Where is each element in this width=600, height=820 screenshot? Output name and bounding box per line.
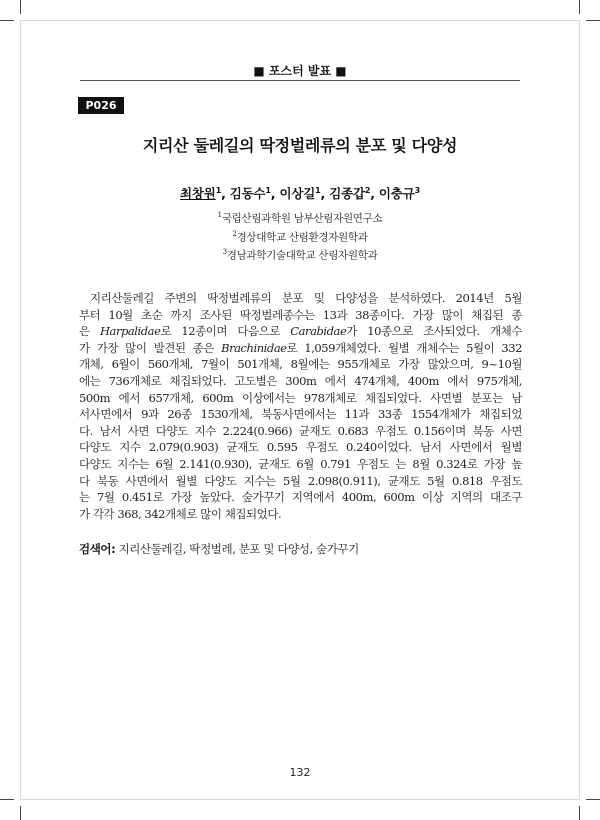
author (329, 186, 370, 201)
abstract-line: 500m 에서 657개체, 600m 이상에서는 978개체로 채집되었다. 사면별 분포는 남 (79, 390, 522, 405)
author-name: 이상길 (279, 186, 316, 201)
section-header: ■ 포스터 발표 ■ (253, 64, 347, 78)
crop-mark-br-h (586, 799, 600, 800)
affiliation (0, 227, 600, 246)
author-name: 김동수 (229, 186, 266, 201)
author (379, 186, 420, 201)
affiliation-text: 국립산림과학원 남부산림자원연구소 (221, 212, 383, 225)
author-list (0, 184, 600, 202)
author-name: 김종갑 (329, 186, 365, 201)
affiliation-text: 경상대학교 산림환경자원학과 (236, 231, 368, 243)
author-name: 최창원 (180, 186, 216, 201)
author-affil-sup: 1 (215, 185, 222, 195)
author-separator: , (221, 186, 230, 201)
abstract-line: 서사면에서 9과 26종 1530개체, 북동사면에서는 11과 33종 1554개체가 채집되었 (79, 407, 522, 422)
abstract-line: 지리산둘레길 주변의 딱정벌레류의 분포 및 다양성을 분석하였다. 2014년 5월 (90, 291, 522, 305)
author (230, 186, 271, 201)
author-affil-sup: 1 (315, 185, 321, 195)
crop-mark-tl-v (20, 0, 21, 14)
abstract-line: 가 가장 많이 발견된 종은 Brachinidae로 1,059개체였다. 월별 개체수는 5월이 332 (79, 340, 522, 355)
author-affil-sup: 1 (265, 185, 271, 195)
author (180, 186, 221, 201)
crop-mark-tl-h (0, 20, 14, 21)
crop-mark-tr-v (579, 0, 580, 14)
abstract-line: 다. 남서 사면 다양도 지수 2.224(0.966) 균재도 0.683 우점도 0.156이며 북동 사면 (79, 423, 522, 438)
affiliation-sup: 2 (232, 229, 237, 238)
affiliation-sup: 1 (217, 211, 222, 219)
abstract-line: 개체, 6월이 560개체, 7월이 501개체, 8월에는 955개체로 가장 많았으며, 9~10월 (79, 357, 522, 372)
abstract-line: 는 7월 0.451로 가장 높았다. 숲가꾸기 지역에서 400m, 600m 이상 지역의 대조구 (79, 490, 522, 505)
abstract (79, 290, 522, 522)
affiliation-sup: 3 (222, 248, 227, 256)
paper-title: 지리산 둘레길의 딱정벌레류의 분포 및 다양성 (142, 136, 458, 155)
poster-id-badge: P026 (78, 97, 124, 114)
abstract-line: 은 Harpalidae로 12종이며 다음으로 Carabidae가 10종으로 조사되었다. 개체수 (79, 324, 522, 339)
affiliation-text: 경남과학기술대학교 산림자원학과 (226, 249, 378, 262)
author-separator: , (320, 186, 330, 201)
crop-mark-br-v (579, 806, 580, 820)
abstract-line: 다 북동 사면에서 월별 다양도 지수는 5월 2.098(0.911), 균재도 5월 0.818 우점도 (79, 473, 522, 488)
author-separator: , (370, 186, 379, 201)
affiliation (0, 208, 600, 227)
page-number: 132 (289, 766, 311, 779)
abstract-line: 에는 736개체로 채집되었다. 고도별은 300m 에서 474개체, 400m 에서 975개체, (79, 373, 522, 388)
header-rule (80, 80, 520, 81)
abstract-line: 다양도 지수 2.079(0.903) 균재도 0.595 우점도 0.240이었다. 남서 사면에서 월별 (79, 440, 522, 455)
affiliation (0, 245, 600, 264)
keywords-text: 지리산둘레길, 딱정벌레, 분포 및 다양성, 숲가꾸기 (118, 542, 359, 556)
abstract-line: 부터 10월 초순 까지 조사된 딱정벌레종수는 13과 38종이다. 가장 많이 채집된 종 (79, 307, 522, 322)
crop-mark-tr-h (586, 20, 600, 21)
author-affil-sup: 2 (364, 185, 371, 195)
crop-mark-bl-v (20, 806, 21, 820)
author-name: 이충규 (378, 186, 415, 201)
affiliation-list (0, 208, 600, 264)
keywords (79, 541, 522, 557)
author-affil-sup: 3 (414, 185, 420, 195)
abstract-line: 가 각각 368, 342개체로 많이 채집되었다. (79, 506, 282, 521)
keywords-label: 검색어: (79, 542, 116, 556)
author-separator: , (270, 186, 280, 201)
crop-mark-bl-h (0, 799, 14, 800)
author (279, 186, 320, 201)
abstract-line: 다양도 지수는 6월 2.141(0.930), 균재도 6월 0.791 우점도 는 8월 0.324로 가장 높 (79, 456, 522, 471)
